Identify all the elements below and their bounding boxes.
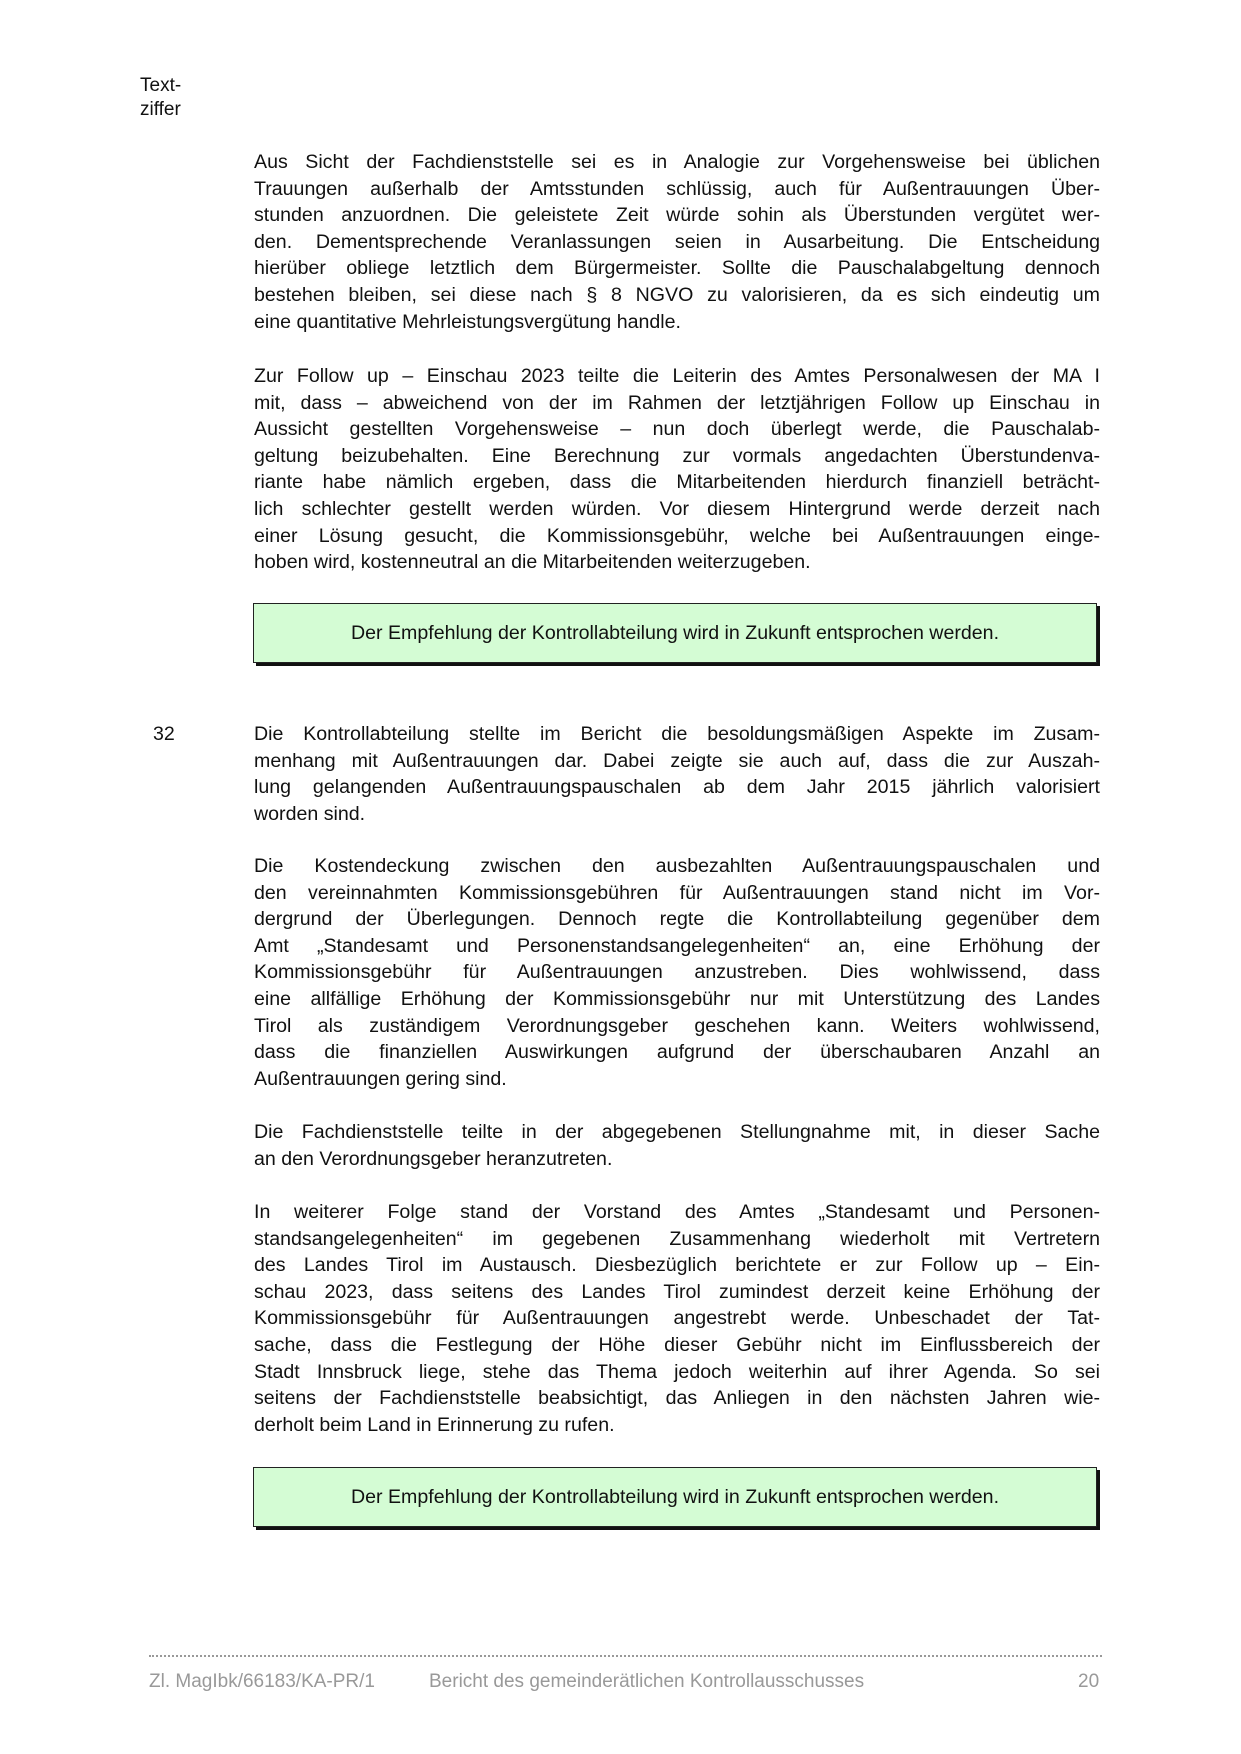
text-line: Tirol als zuständigem Verordnungsgeber geschehen kann. Weiters wohlwissend, — [254, 1014, 1100, 1037]
text-line: Die Kostendeckung zwischen den ausbezahlten Außentrauungspauschalen und — [254, 855, 1100, 877]
text-line: den vereinnahmten Kommissionsgebühren für Außentrauungen stand nicht im Vor- — [254, 881, 1100, 904]
paragraph — [254, 1199, 1100, 1438]
text-line: bestehen bleiben, sei diese nach § 8 NGVO zu valorisieren, da es sich eindeutig um — [254, 283, 1100, 306]
recommendation-statement-box — [253, 603, 1097, 663]
statement-text: Der Empfehlung der Kontrollabteilung wird in Zukunft entsprochen werden. — [350, 621, 1000, 644]
paragraph — [254, 149, 1100, 335]
text-line: Zur Follow up – Einschau 2023 teilte die Leiterin des Amtes Personalwesen der MA I — [254, 365, 1100, 387]
text-line: mit, dass – abweichend von der im Rahmen der letztjährigen Follow up Einschau in — [254, 391, 1100, 414]
text-line: geltung beizubehalten. Eine Berechnung zur vormals angedachten Überstundenva- — [254, 444, 1100, 467]
text-line: einer Lösung gesucht, die Kommissionsgebühr, welche bei Außentrauungen einge- — [254, 524, 1100, 547]
paragraph-number: 32 — [153, 723, 175, 745]
text-line: hierüber obliege letztlich dem Bürgermeister. Sollte die Pauschalabgeltung dennoch — [254, 257, 1100, 280]
statement-text: Der Empfehlung der Kontrollabteilung wird in Zukunft entsprochen werden. — [350, 1485, 1000, 1508]
paragraph — [254, 1119, 1100, 1172]
text-line: Außentrauungen gering sind. — [254, 1067, 507, 1090]
text-line: riante habe nämlich ergeben, dass die Mitarbeitenden hierdurch finanziell beträcht- — [254, 471, 1100, 494]
margin-label-line: Text- — [140, 75, 182, 96]
text-line: lung gelangenden Außentrauungspauschalen ab dem Jahr 2015 jährlich valorisiert — [254, 776, 1100, 799]
text-line: des Landes Tirol im Austausch. Diesbezüglich berichtete er zur Follow up – Ein- — [254, 1254, 1100, 1277]
text-line: seitens der Fachdienststelle beabsichtigt, das Anliegen in den nächsten Jahren wie- — [254, 1387, 1100, 1410]
text-line: sache, dass die Festlegung der Höhe dieser Gebühr nicht im Einflussbereich der — [254, 1333, 1100, 1356]
text-line: hoben wird, kostenneutral an die Mitarbeitenden weiterzugeben. — [254, 551, 811, 574]
text-line: Stadt Innsbruck liege, stehe das Thema jedoch weiterhin auf ihrer Agenda. So sei — [254, 1360, 1100, 1383]
text-line: Kommissionsgebühr für Außentrauungen angestrebt werde. Unbeschadet der Tat- — [254, 1307, 1100, 1330]
text-line: standsangelegenheiten“ im gegebenen Zusammenhang wiederholt mit Vertretern — [254, 1227, 1100, 1250]
text-line: In weiterer Folge stand der Vorstand des Amtes „Standesamt und Personen- — [254, 1201, 1100, 1223]
text-line: stunden anzuordnen. Die geleistete Zeit würde sohin als Überstunden vergütet wer- — [254, 204, 1100, 227]
text-line: derholt beim Land in Erinnerung zu rufen. — [254, 1413, 615, 1436]
paragraph — [254, 721, 1100, 827]
paragraph — [254, 853, 1100, 1092]
text-line: menhang mit Außentrauungen dar. Dabei zeigte sie auch auf, dass die zur Auszah- — [254, 749, 1100, 772]
text-line: Die Kontrollabteilung stellte im Bericht die besoldungsmäßigen Aspekte im Zusam- — [254, 723, 1100, 745]
text-line: dass die finanziellen Auswirkungen aufgrund der überschaubaren Anzahl an — [254, 1041, 1100, 1064]
text-line: den. Dementsprechende Veranlassungen seien in Ausarbeitung. Die Entscheidung — [254, 230, 1100, 253]
recommendation-statement-box — [253, 1467, 1097, 1527]
footer-title: Bericht des gemeinderätlichen Kontrollausschusses — [429, 1671, 865, 1692]
margin-label — [140, 74, 181, 122]
text-line: Aus Sicht der Fachdienststelle sei es in Analogie zur Vorgehensweise bei üblichen — [254, 151, 1100, 173]
text-line: worden sind. — [254, 802, 366, 825]
text-line: Amt „Standesamt und Personenstandsangelegenheiten“ an, eine Erhöhung der — [254, 934, 1100, 957]
text-line: Aussicht gestellten Vorgehensweise – nun doch überlegt werde, die Pauschalab- — [254, 418, 1100, 441]
text-line: Kommissionsgebühr für Außentrauungen anzustreben. Dies wohlwissend, dass — [254, 961, 1100, 984]
text-line: Trauungen außerhalb der Amtsstunden schlüssig, auch für Außentrauungen Über- — [254, 177, 1100, 200]
text-line: schau 2023, dass seitens des Landes Tirol zumindest derzeit keine Erhöhung der — [254, 1280, 1100, 1303]
text-line: lich schlechter gestellt werden würden. Vor diesem Hintergrund werde derzeit nach — [254, 497, 1100, 520]
text-line: Die Fachdienststelle teilte in der abgegebenen Stellungnahme mit, in dieser Sache — [254, 1121, 1100, 1143]
page-number: 20 — [1078, 1671, 1100, 1692]
text-line: an den Verordnungsgeber heranzutreten. — [254, 1147, 613, 1170]
footer-reference: Zl. MagIbk/66183/KA-PR/1 — [149, 1671, 375, 1692]
margin-label-line: ziffer — [140, 99, 181, 120]
footer-divider — [149, 1655, 1102, 1657]
paragraph — [254, 363, 1100, 576]
text-line: eine quantitative Mehrleistungsvergütung handle. — [254, 310, 681, 333]
text-line: eine allfällige Erhöhung der Kommissionsgebühr nur mit Unterstützung des Landes — [254, 987, 1100, 1010]
text-line: dergrund der Überlegungen. Dennoch regte die Kontrollabteilung gegenüber dem — [254, 908, 1100, 931]
